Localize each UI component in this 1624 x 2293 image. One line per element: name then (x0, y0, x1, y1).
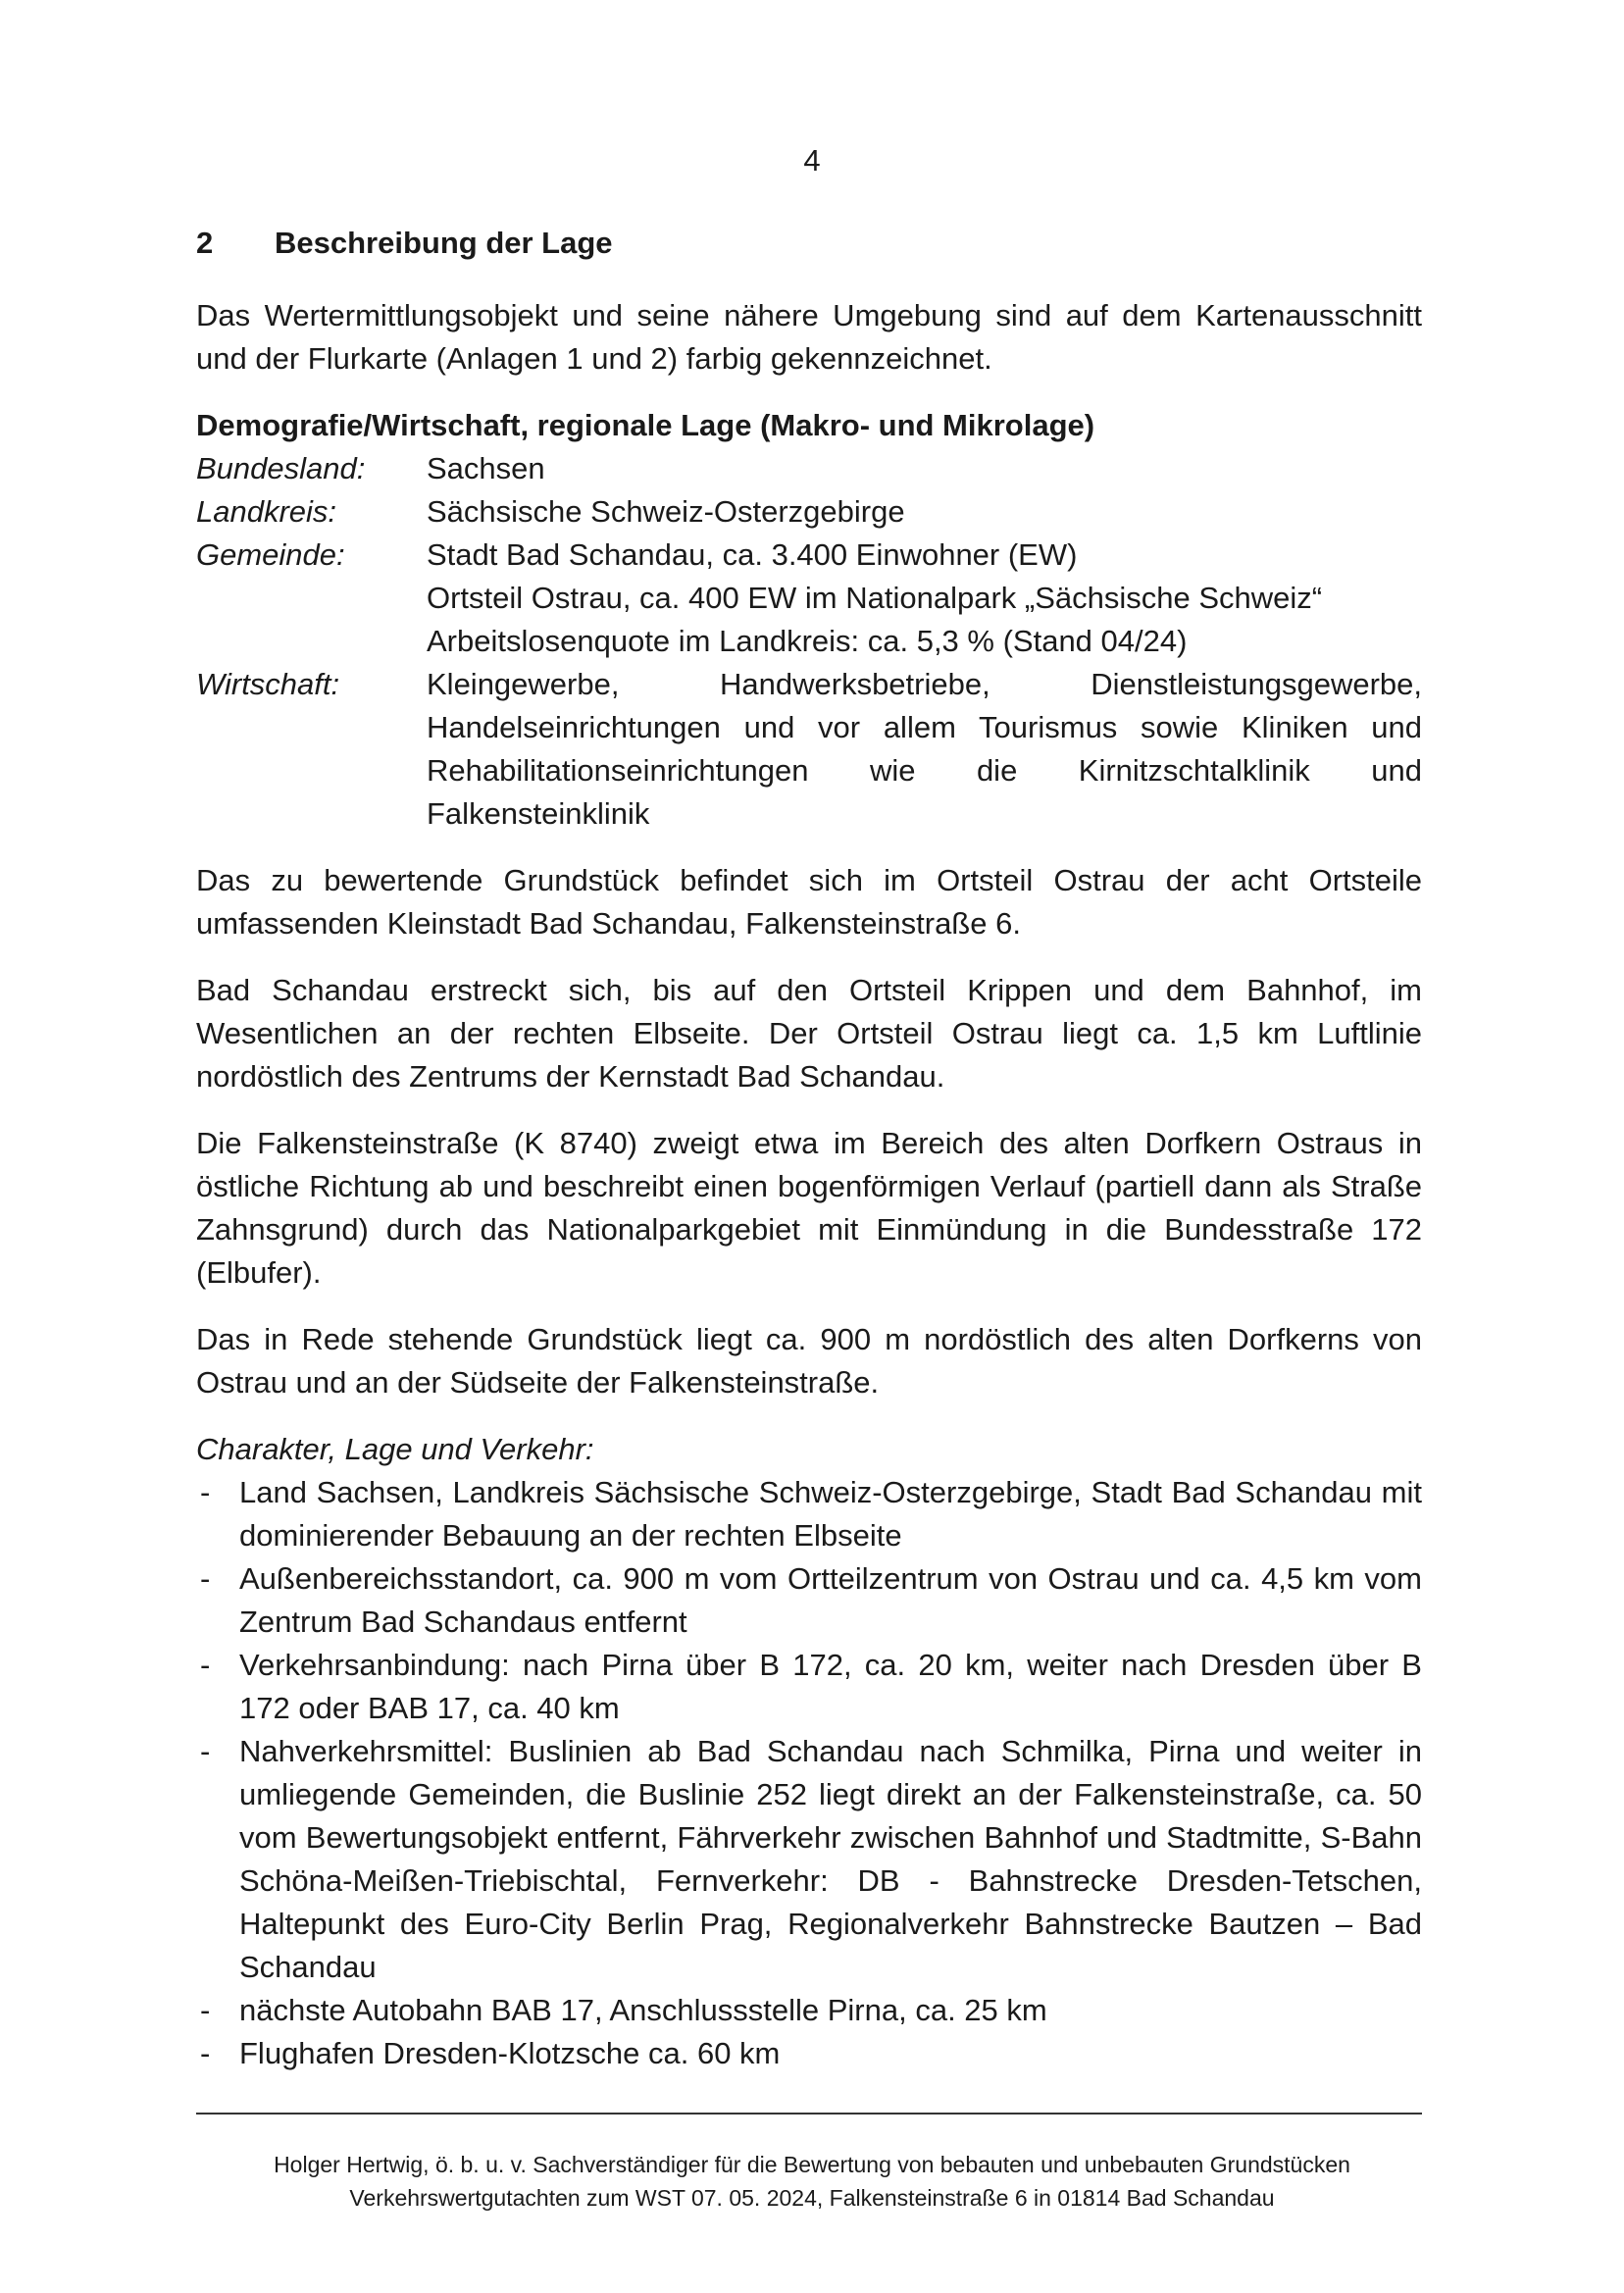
info-label: Bundesland: (196, 451, 366, 485)
location-info-list (196, 447, 1422, 836)
info-label: Landkreis: (196, 494, 337, 529)
intro-paragraph: Das Wertermittlungsobjekt und seine nähere Umgebung sind auf dem Kartenausschnitt und der Flurkarte (Anlagen 1 und 2) farbig gekennzeichnet. (196, 298, 1422, 376)
footer-divider (196, 2113, 1422, 2115)
list-item-text: nächste Autobahn BAB 17, Anschlussstelle Pirna, ca. 25 km (239, 1993, 1047, 2027)
section-heading (196, 222, 1422, 265)
body-paragraph: Die Falkensteinstraße (K 8740) zweigt etwa im Bereich des alten Dorfkern Ostraus in östliche Richtung ab und beschreibt einen bogenförmigen Verlauf (partiell dann als Straße Zahnsgrund) durch das Nationalparkgebiet mit Einmündung in die Bundesstraße 172 (Elbufer). (196, 1126, 1422, 1290)
section-title: Beschreibung der Lage (275, 226, 613, 260)
info-value (427, 534, 1422, 663)
footer-line-report: Verkehrswertgutachten zum WST 07. 05. 2024, Falkensteinstraße 6 in 01814 Bad Schandau (349, 2185, 1275, 2211)
body-paragraph: Das zu bewertende Grundstück befindet sich im Ortsteil Ostrau der acht Ortsteile umfassenden Kleinstadt Bad Schandau, Falkensteinstraße 6. (196, 863, 1422, 941)
list-item-text: Verkehrsanbindung: nach Pirna über B 172, ca. 20 km, weiter nach Dresden über B 172 oder BAB 17, ca. 40 km (239, 1648, 1422, 1725)
list-item (196, 1471, 1422, 1557)
page-number: 4 (803, 143, 821, 178)
bullet-dash: - (200, 1561, 211, 1596)
list-item (196, 1644, 1422, 1730)
list-item (196, 1730, 1422, 1989)
list-item-text: Land Sachsen, Landkreis Sächsische Schweiz-Osterzgebirge, Stadt Bad Schandau mit dominierender Bebauung an der rechten Elbseite (239, 1475, 1422, 1553)
info-value (427, 447, 1422, 490)
document-body (196, 222, 1422, 2075)
info-row-wirtschaft (196, 663, 1422, 836)
footer-line-author: Holger Hertwig, ö. b. u. v. Sachverständiger für die Bewertung von bebauten und unbebauten Grundstücken (274, 2152, 1350, 2177)
charakter-heading: Charakter, Lage und Verkehr: (196, 1432, 594, 1466)
bullet-dash: - (200, 2036, 211, 2070)
bullet-dash: - (200, 1734, 211, 1768)
info-line: Stadt Bad Schandau, ca. 3.400 Einwohner (EW) (427, 537, 1078, 572)
body-paragraph: Bad Schandau erstreckt sich, bis auf den Ortsteil Krippen und dem Bahnhof, im Wesentlichen an der rechten Elbseite. Der Ortsteil Ostrau liegt ca. 1,5 km Luftlinie nordöstlich des Zentrums der Kernstadt Bad Schandau. (196, 973, 1422, 1094)
charakter-list (196, 1471, 1422, 2075)
list-item (196, 2032, 1422, 2075)
body-paragraph: Das in Rede stehende Grundstück liegt ca. 900 m nordöstlich des alten Dorfkerns von Ostrau und an der Südseite der Falkensteinstraße. (196, 1322, 1422, 1400)
info-value (427, 490, 1422, 534)
bullet-dash: - (200, 1648, 211, 1682)
info-row-gemeinde (196, 534, 1422, 663)
section-number: 2 (196, 226, 214, 260)
list-item (196, 1557, 1422, 1644)
info-row-bundesland (196, 447, 1422, 490)
list-item-text: Nahverkehrsmittel: Buslinien ab Bad Schandau nach Schmilka, Pirna und weiter in umliegende Gemeinden, die Buslinie 252 liegt direkt an der Falkensteinstraße, ca. 50 vom Bewertungsobjekt entfernt, Fährverkehr zwischen Bahnhof und Stadtmitte, S-Bahn Schöna-Meißen-Triebischtal, Fernverkehr: DB - Bahnstrecke Dresden-Tetschen, Haltepunkt des Euro-City Berlin Prag, Regionalverkehr Bahnstrecke Bautzen – Bad Schandau (239, 1734, 1422, 1984)
info-label: Wirtschaft: (196, 667, 340, 701)
info-value (427, 663, 1422, 836)
list-item (196, 1989, 1422, 2032)
info-line: Arbeitslosenquote im Landkreis: ca. 5,3 % (Stand 04/24) (427, 624, 1188, 658)
info-line: Sächsische Schweiz-Osterzgebirge (427, 494, 905, 529)
info-line: Kleingewerbe, Handwerksbetriebe, Dienstleistungsgewerbe, Handelseinrichtungen und vor allem Tourismus sowie Kliniken und Rehabilitationseinrichtungen wie die Kirnitzschtalklinik und Falkensteinklinik (427, 667, 1422, 831)
page-footer (0, 2148, 1624, 2215)
info-line: Sachsen (427, 451, 545, 485)
list-item-text: Flughafen Dresden-Klotzsche ca. 60 km (239, 2036, 781, 2070)
bullet-dash: - (200, 1475, 211, 1509)
info-row-landkreis (196, 490, 1422, 534)
info-line: Ortsteil Ostrau, ca. 400 EW im Nationalpark „Sächsische Schweiz“ (427, 581, 1323, 615)
bullet-dash: - (200, 1993, 211, 2027)
info-label: Gemeinde: (196, 537, 345, 572)
list-item-text: Außenbereichsstandort, ca. 900 m vom Ortteilzentrum von Ostrau und ca. 4,5 km vom Zentrum Bad Schandaus entfernt (239, 1561, 1422, 1639)
demografie-heading: Demografie/Wirtschaft, regionale Lage (Makro- und Mikrolage) (196, 408, 1095, 442)
